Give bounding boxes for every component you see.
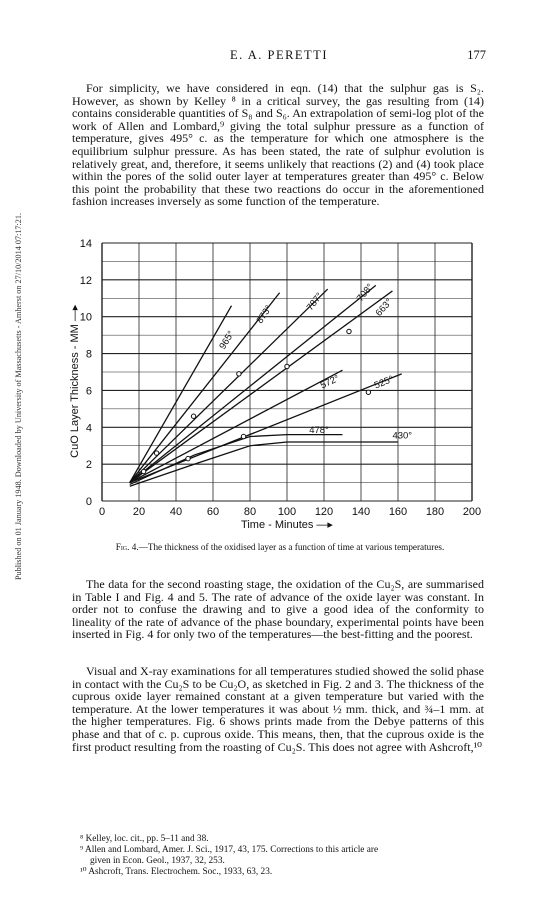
series-label: 525° (372, 373, 396, 392)
y-tick-label: 6 (85, 385, 92, 398)
x-tick-label: 120 (314, 506, 334, 518)
x-axis-label: Time - Minutes —▸ (241, 519, 333, 531)
data-point (141, 469, 145, 473)
y-tick-label: 4 (85, 422, 92, 435)
paragraph-3: Visual and X-ray examinations for all temperatures studied showed the solid phase in contact with the Cu₂S to be Cu₂O, as sketched in Fig. 2 and 3. The thickness of the cuprous oxide layer remained constant at a given temperature but varied with the temperature. At the lower temperatures it was about ½ mm. thick, and ¾–1 mm. at the higher temperatures. Fig. 6 shows prints made from the Debye patterns of this phase and that of c. p. cuprous oxide. This means, then, that the cuprous oxide is the first product resulting from the roasting of Cu₂S. This does not agree with Ashcroft,¹⁰ (72, 664, 484, 754)
figure-caption (90, 542, 470, 553)
x-tick-label: 40 (169, 506, 183, 518)
page-number: 177 (467, 48, 486, 62)
footnotes (80, 834, 490, 878)
data-point (154, 451, 158, 455)
series-label: 965° (217, 328, 238, 352)
x-tick-label: 140 (351, 506, 371, 518)
thickness-chart (69, 233, 492, 533)
x-tick-label: 0 (98, 506, 106, 518)
page-header (72, 48, 486, 66)
y-axis-label: CuO Layer Thickness - MM —▸ (69, 304, 81, 458)
x-tick-label: 200 (462, 506, 482, 518)
x-tick-label: 160 (388, 506, 408, 518)
caption-text: —The thickness of the oxidised layer as a function of time at various temperatures. (138, 542, 445, 552)
series-label: 430° (392, 430, 413, 442)
x-tick-label: 180 (425, 506, 445, 518)
series-label: 787° (304, 290, 326, 314)
footnote-8: ⁸ Kelley, loc. cit., pp. 5–11 and 38. (80, 834, 209, 844)
running-title: E. A. PERETTI (230, 48, 328, 62)
data-point (347, 329, 351, 333)
series-label: 663° (373, 296, 395, 319)
figure-4 (69, 233, 492, 533)
paragraph-1: For simplicity, we have considered in eqn. (14) that the sulphur gas is S₂. However, as shown by Kelley ⁸ in a critical survey, the gas resulting from (14) contains considerable quantities of S₈ and S₆. An extrapolation of semi-log plot of the work of Allen and Lombard,⁹ giving the total sulphur pressure as a function of temperature, gives 495° c. as the temperature for which one atmosphere is the equilibrium sulphur pressure. As has been stated, the rate of sulphur evolution is relatively great, and, therefore, it seems unlikely that reactions (2) and (4) took place within the pores of the solid outer layer at temperatures greater than 495° c. Below this point the probability that these two reactions do occur in the aforementioned fashion increases inversely as some function of the temperature. (72, 81, 484, 209)
y-tick-label: 8 (85, 348, 92, 361)
x-tick-label: 20 (132, 506, 146, 518)
caption-label: Fig. 4. (115, 542, 139, 552)
data-point (241, 434, 245, 438)
y-tick-label: 0 (85, 496, 92, 508)
footnote-9-continued: given in Econ. Geol., 1937, 32, 253. (90, 856, 225, 866)
data-point (191, 414, 195, 418)
series-label: 572° (318, 373, 342, 392)
x-tick-label: 80 (243, 506, 257, 518)
paragraph-2: The data for the second roasting stage, the oxidation of the Cu₂S, are summarised in Table I and Fig. 4 and 5. The rate of advance of the oxide layer was constant. In order not to confuse the drawing and to give a good idea of the conformity to lineality of the rate of advance of the phase boundary, experimental points have been inserted in Fig. 4 for only two of the temperatures—the best-fitting and the poorest. (72, 577, 484, 642)
footnote-9: ⁹ Allen and Lombard, Amer. J. Sci., 1917, 43, 175. Corrections to this article are (80, 845, 379, 855)
series-label: 478° (309, 424, 329, 436)
x-tick-label: 60 (206, 506, 220, 518)
data-point (366, 390, 370, 394)
y-tick-label: 10 (79, 311, 92, 324)
download-note: Published on 01 January 1948. Downloaded by University of Massachusetts - Amherst on 27/10/2014 07:17:21. (14, 212, 23, 580)
download-watermark (0, 80, 22, 580)
series-line (130, 289, 328, 482)
x-tick-label: 100 (277, 506, 297, 518)
y-tick-label: 14 (79, 238, 92, 250)
data-point (237, 372, 241, 376)
series-label: 873° (254, 303, 275, 326)
data-point (186, 456, 190, 460)
data-point (285, 364, 289, 368)
y-tick-label: 12 (79, 274, 92, 287)
series-label: 708° (354, 281, 376, 304)
y-tick-label: 2 (85, 459, 92, 472)
footnote-10: ¹⁰ Ashcroft, Trans. Electrochem. Soc., 1933, 63, 23. (80, 867, 273, 877)
